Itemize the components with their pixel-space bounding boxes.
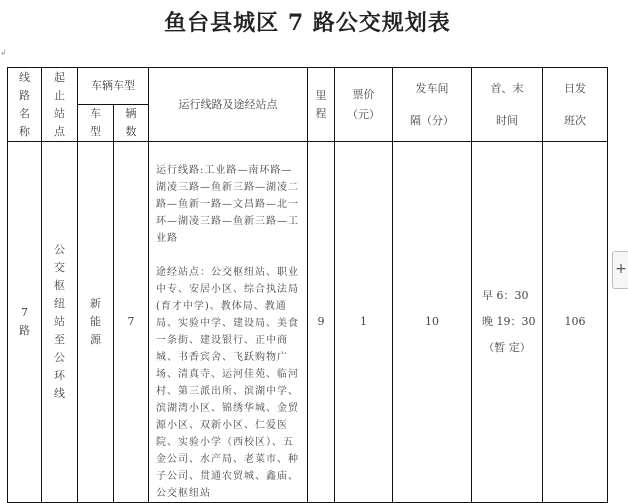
header-vehicle: 车辆车型 — [78, 68, 149, 105]
paragraph-mark: ↲ — [0, 48, 7, 57]
cell-vehicle-count: 7 — [114, 142, 149, 503]
route-stops: 途经站点：公交枢纽站、职业中专、安居小区、综合执法局(育才中学)、教体局、教通局、实验中学、建设局、美食一条街、建设银行、正中商城、书香宾舍、飞跃购物广场、清真寺、运河佳苑、临河村、第三派出所、滨湖中学、滨湖湾小区、锦绣华城、金贸源小区、双新小区、仁爱医院、实验小学（西校区）、五金公司、水产局、老菜市、种子公司、贯通农贸城、鑫庙、公交枢纽站 — [156, 267, 299, 499]
header-distance: 里程 — [308, 68, 335, 142]
header-vehicle-count: 辆数 — [114, 105, 149, 142]
cell-line-name: 7路 — [8, 142, 42, 503]
cell-route — [149, 142, 308, 503]
header-interval: 发车间 隔（分） — [393, 68, 472, 142]
header-terminals: 起止站点 — [42, 68, 78, 142]
cell-time: 早 6：30 晚 19：30 （暂 定） — [472, 142, 543, 503]
header-daily: 日发 班次 — [543, 68, 608, 142]
route-line: 运行线路:工业路—南环路—湖凌三路—鱼新三路—湖凌二路—鱼新一路—文昌路—北一环—湖凌三路—鱼新三路—工业路 — [156, 165, 299, 244]
header-vehicle-type: 车型 — [78, 105, 114, 142]
cell-vehicle-type: 新能源 — [78, 142, 114, 503]
page-title: 鱼台县城区 7 路公交规划表 — [164, 10, 451, 36]
header-time: 首、末 时间 — [472, 68, 543, 142]
header-fare: 票价（元） — [335, 68, 393, 142]
add-row-button[interactable]: + — [612, 251, 628, 289]
header-route: 运行线路及途经站点 — [149, 68, 308, 142]
cell-fare: 1 — [335, 142, 393, 503]
cell-interval: 10 — [393, 142, 472, 503]
header-line-name: 线路名称 — [8, 68, 42, 142]
table-row — [8, 142, 608, 503]
cell-distance: 9 — [308, 142, 335, 503]
cell-daily: 106 — [543, 142, 608, 503]
cell-terminals: 公交枢纽站至公环线 — [42, 142, 78, 503]
route-table — [7, 67, 608, 503]
